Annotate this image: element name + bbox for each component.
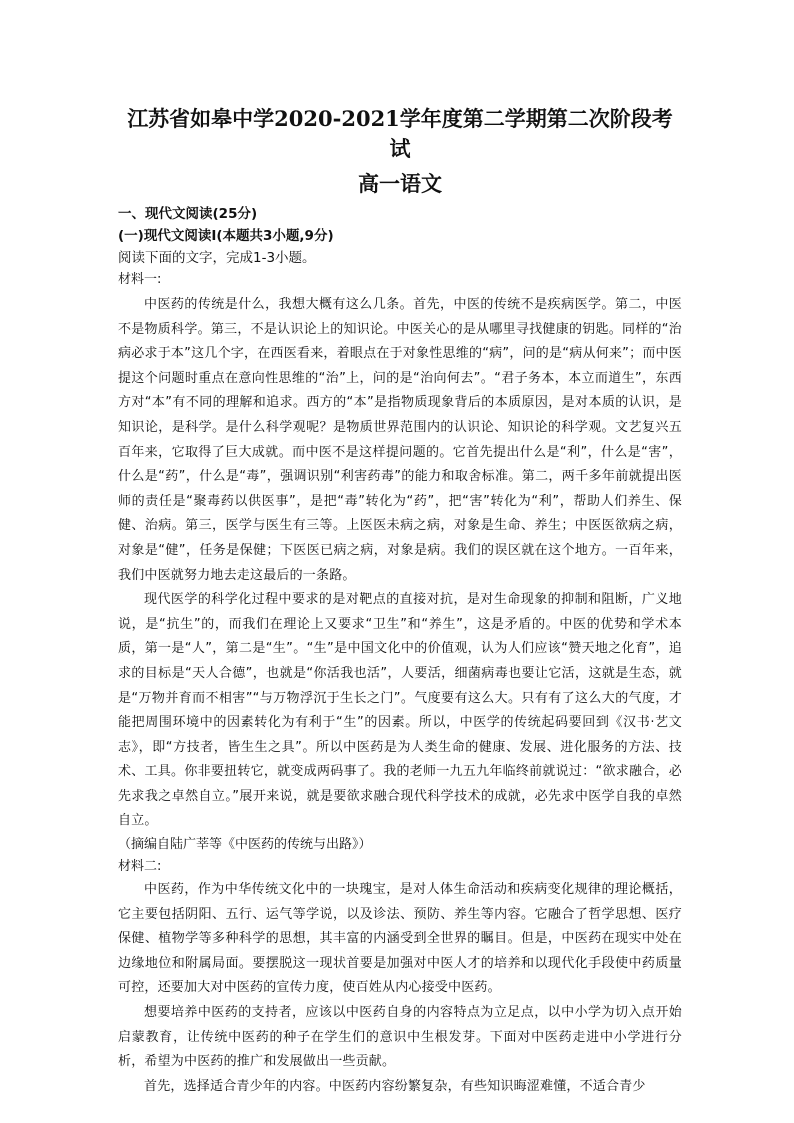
section-heading: 一、现代文阅读(25分): [118, 206, 258, 222]
material-two-paragraph: 中医药，作为中华传统文化中的一块瑰宝，是对人体生命活动和疾病变化规律的理论概括，它主要包括阴阳、五行、运气等学说，以及诊法、预防、养生等内容。它融合了哲学思想、医疗保健、植物学等多种科学的思想，其丰富的内涵受到全世界的瞩目。但是，中医药在现实中处在边缘地位和附属局面。要摆脱这一现状首要是加强对中医人才的培养和以现代化手段使中药质量可控，还要加大对中医药的宣传力度，使百姓从内心接受中医药。: [118, 882, 682, 996]
material-two-label: 材料二:: [118, 859, 162, 875]
exam-title: 江苏省如皋中学2020-2021学年度第二学期第二次阶段考试: [127, 106, 673, 161]
subsection-heading: (一)现代文阅读Ⅰ(本题共3小题,9分): [118, 228, 334, 244]
material-two-paragraph: 首先，选择适合青少年的内容。中医药内容纷繁复杂，有些知识晦涩难懂，不适合青少: [144, 1078, 646, 1094]
material-two-paragraph: 想要培养中医药的支持者，应该以中医药自身的内容特点为立足点，以中小学为切入点开始启蒙教育，让传统中医药的种子在学生们的意识中生根发芽。下面对中医药走进中小学进行分析，希望为中医药的推广和发展做出一些贡献。: [118, 1005, 682, 1070]
material-one-paragraph: 中医药的传统是什么，我想大概有这么几条。首先，中医的传统不是疾病医学。第二，中医不是物质科学。第三，不是认识论上的知识论。中医关心的是从哪里寻找健康的钥匙。同样的“治病必求于本”这几个字，在西医看来，着眼点在于对象性思维的“病”，问的是“病从何来”；而中医提这个问题时重点在意向性思维的“治”上，问的是“治向何去”。“君子务本，本立而道生”，东西方对“本”有不同的理解和追求。西方的“本”是指物质现象背后的本质原因，是对本质的认识，是知识论，是科学。是什么科学观呢？是物质世界范围内的认识论、知识论的科学观。文艺复兴五百年来，它取得了巨大成就。而中医不是这样提问题的。它首先提出什么是“利”，什么是“害”，什么是“药”，什么是“毒”，强调识别“利害药毒”的能力和取舍标准。第二，两千多年前就提出医师的责任是“聚毒药以供医事”，是把“毒”转化为“药”，把“害”转化为“利”，帮助人们养生、保健、治病。第三，医学与医生有三等。上医医未病之病，对象是生命、养生；中医医欲病之病，对象是“健”，任务是保健；下医医已病之病，对象是病。我们的误区就在这个地方。一百年来，我们中医就努力地去走这最后的一条路。: [118, 297, 682, 583]
exam-subject: 高一语文: [358, 171, 442, 196]
material-one-paragraph: 现代医学的科学化过程中要求的是对靶点的直接对抗，是对生命现象的抑制和阻断，广义地说，是“抗生”的，而我们在理论上又要求“卫生”和“养生”，这是矛盾的。中医的优势和学术本质，第一是“人”，第二是“生”。“生”是中国文化中的价值观，认为人们应该“赞天地之化育”，追求的目标是“天人合德”，也就是“你活我也活”，人要活，细菌病毒也要让它活，这就是生态，就是“万物并育而不相害”“与万物浮沉于生长之门”。气度要有这么大。只有有了这么大的气度，才能把周围环境中的因素转化为有利于“生”的因素。所以，中医学的传统起码要回到《汉书·艺文志》，即“方技者，皆生生之具”。所以中医药是为人类生命的健康、发展、进化服务的方法、技术、工具。你非要扭转它，就变成两码事了。我的老师一九五九年临终前就说过：“欲求融合，必先求我之卓然自立。”展开来说，就是要欲求融合现代科学技术的成就，必先求中医学自我的卓然自立。: [118, 592, 682, 829]
reading-instruction: 阅读下面的文字，完成1-3小题。: [118, 250, 316, 266]
material-one-source: （摘编自陆广莘等《中医药的传统与出路》）: [118, 837, 372, 853]
material-one-label: 材料一:: [118, 272, 162, 287]
